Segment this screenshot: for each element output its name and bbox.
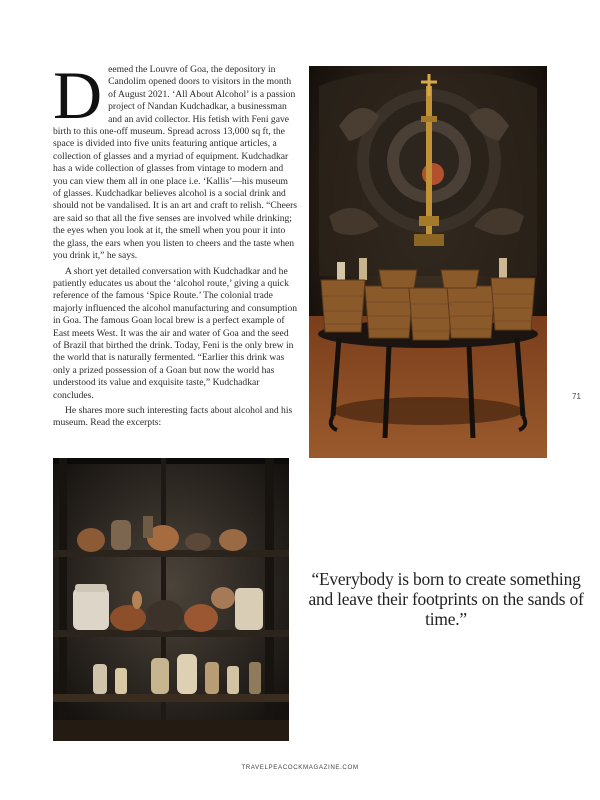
footer-website: TRAVELPEACOCKMAGAZINE.COM (241, 764, 359, 771)
page-number: 71 (572, 392, 581, 401)
photo-shelf-illustration (53, 458, 289, 741)
article-body (53, 57, 298, 433)
article-paragraph-2: A short yet detailed conversation with Kudchadkar and he patiently educates us about the ‘alcohol route,’ giving a quick reference of the famous ‘Spice Route.’ The colonial trade majorly influenced the alcohol manufacturing and consumption in Goa. The famous Goan local brew is a perfect example of East meets West. It was the air and water of Goa and the seed of Brazil that birthed the drink. Today, Feni is the only brew in the world that is naturally fermented. “Earlier this drink was only a prized possession of a Goan but now the world has understood its value and exquisite taste,” Kudchadkar concludes. (53, 265, 298, 401)
photo-fountain-baskets (309, 66, 547, 458)
drop-cap: D (53, 57, 103, 133)
photo-fountain-illustration (309, 66, 547, 458)
pull-quote: “Everybody is born to create something and leave their footprints on the sands of time.” (308, 569, 584, 629)
article-paragraph-3: He shares more such interesting facts about alcohol and his museum. Read the excerpts: (53, 404, 293, 429)
photo-shelf-jars (53, 458, 289, 741)
article-paragraph-1: eemed the Louvre of Goa, the depository in Candolim opened doors to visitors in the month of August 2021. ‘All About Alcohol’ is a passion project of Nandan Kudchadkar, a businessman and an avid collector. His fetish with Feni gave birth to this one-off museum. Spread across 13,000 sq ft, the space is divided into five units featuring antique articles, a collection of glasses and a myriad of equipment. Kudchadkar has a wide collection of glasses from vintage to modern and you can view them all in one place i.e. ‘Kallis’—his museum of glasses. Kudchadkar believes alcohol is a social drink and should not be vandalised. It is an art and craft to relish. “Cheers are said so that all the five senses are involved while drinking; the eyes when you look at it, the smell when you pour it into the glass, the ears when you listen to cheers and the taste when you drink it,” he says. (53, 64, 298, 262)
